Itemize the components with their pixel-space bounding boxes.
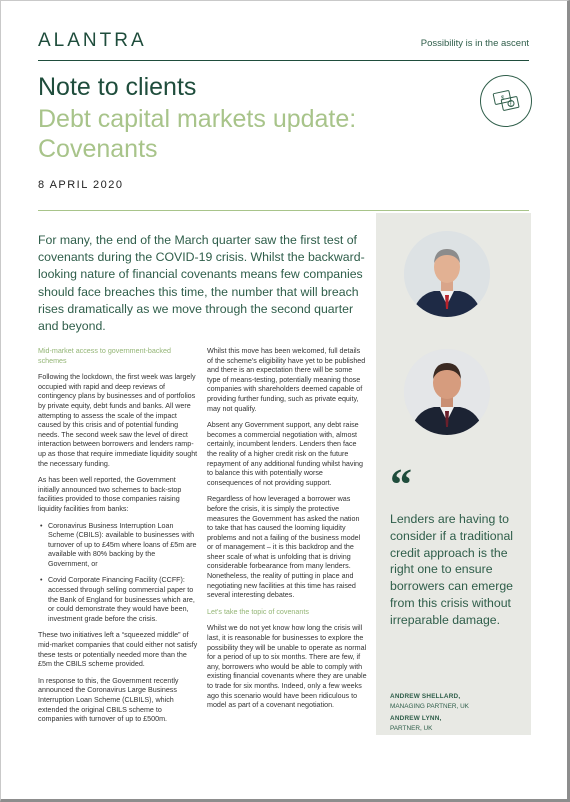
body-paragraph: Whilst we do not yet know how long the crisis will last, it is reasonable for businesses to explore the possibility they will be unable to operate as normal for a period of up to six months. There are few, if any, borrowers who would be able to comply with existing financial covenants where they are unable to trade for six months. Indeed, only a few weeks ago this scenario would have been ridiculous to model as part of a covenant negotiation. (207, 624, 367, 710)
body-paragraph: Regardless of how leveraged a borrower was before the crisis, it is simply the protective measures the Government has asked the nation to take that has caused the looming liquidity problems and not a failing of the business model or of management – it is this backdrop and the sheer scale of what is unfolding that is driving considerable forbearance from many lenders. Nonetheless, the reality of putting in place and negotiating new facilities at this time has raised several interesting debates. (207, 495, 361, 600)
body-paragraph: These two initiatives left a “squeezed middle” of mid-market companies that could either not satisfy these tests or potentially needed more than the £5m the CBILS scheme provided. (38, 631, 198, 669)
person-role: PARTNER, UK (390, 725, 433, 732)
svg-text:$: $ (501, 96, 505, 102)
person-name: ANDREW LYNN, (390, 715, 442, 722)
body-paragraph: In response to this, the Government recently announced the Coronavirus Large Business Interruption Loan Scheme (CLBILS), which extended the original CBILS scheme to companies with turnover of up to £500m. (38, 676, 179, 724)
pull-quote: Lenders are having to consider if a traditional credit approach is the right one to ensure borrowers can emerge from this crisis without irreparable damage. (390, 512, 514, 627)
page-subtitle: Debt capital markets update: Covenants (38, 105, 357, 163)
bullet-item (38, 576, 198, 624)
section-heading: Mid-market access to government-backed schemes (38, 347, 171, 365)
portrait-andrew-shellard (404, 231, 490, 317)
alantra-logo: ALANTRA (38, 30, 147, 51)
body-paragraph: Following the lockdown, the first week was largely occupied with rapid and deep reviews of contingency plans by businesses and of portfolios by private equity, debt funds and banks. All were attempting to assess the scale of the impact caused by this crisis and of potential funding needs. The second week saw the level of direct interaction between borrowers and lenders ramp-up as those that require immediate liquidity sought the necessary funding. (38, 373, 198, 468)
body-paragraph: Whilst this move has been welcomed, full details of the scheme’s eligibility have yet to be published and there is an expectation there will be some type of means-testing, potentially meaning those companies with shareholders deemed capable of providing further funding, such as private equity, may not qualify. (207, 347, 366, 413)
person-role: MANAGING PARTNER, UK (390, 703, 469, 710)
body-paragraph: Absent any Government support, any debt raise becomes a commercial negotiation with, almost certainly, incumbent lenders. Lenders then face the reality of a higher credit risk on the future repayment of any additional funding whilst having to balance this with potentially worse consequences of not providing support. (207, 421, 364, 487)
body-paragraph: As has been well reported, the Government initially announced two schemes to back-stop facilities provided to those companies raising liquidity facilities from banks: (38, 476, 182, 513)
tagline: Possibility is in the ascent (420, 38, 529, 49)
bullet-icon: • (40, 521, 43, 530)
lead-paragraph: For many, the end of the March quarter saw the first test of covenants during the COVID-19 crisis. Whilst the backward-looking nature of financial covenants means few companies should face breaches this time, the number that will breach rises dramatically as we move through the second quarter and beyond. (38, 233, 365, 334)
svg-text:£: £ (509, 101, 513, 108)
bullet-text: Covid Corporate Financing Facility (CCFF): accessed through selling commercial paper to the Bank of England for businesses which are, or could demonstrate they would have been, investment grade before the crisis. (48, 576, 195, 623)
person-name: ANDREW SHELLARD, (390, 693, 461, 700)
header-divider (38, 60, 529, 61)
bullet-item (38, 522, 198, 570)
bullet-text: Coronavirus Business Interruption Loan Scheme (CBILS): available to businesses with turnover of up to £45m where loans of £5m are available with 80% backing by the Government, or (48, 521, 197, 568)
currency-exchange-icon (480, 75, 532, 127)
quote-sidebar (376, 213, 531, 735)
publication-date: 8 APRIL 2020 (38, 179, 124, 191)
bullet-icon: • (40, 576, 43, 585)
portrait-andrew-lynn (404, 349, 490, 435)
quote-mark-icon: “ (390, 460, 412, 509)
article-column-1 (38, 347, 198, 732)
article-column-2 (207, 347, 367, 718)
section-heading: Let’s take the topic of covenants (207, 607, 309, 616)
page-title: Note to clients (38, 73, 197, 101)
section-divider (38, 210, 529, 211)
